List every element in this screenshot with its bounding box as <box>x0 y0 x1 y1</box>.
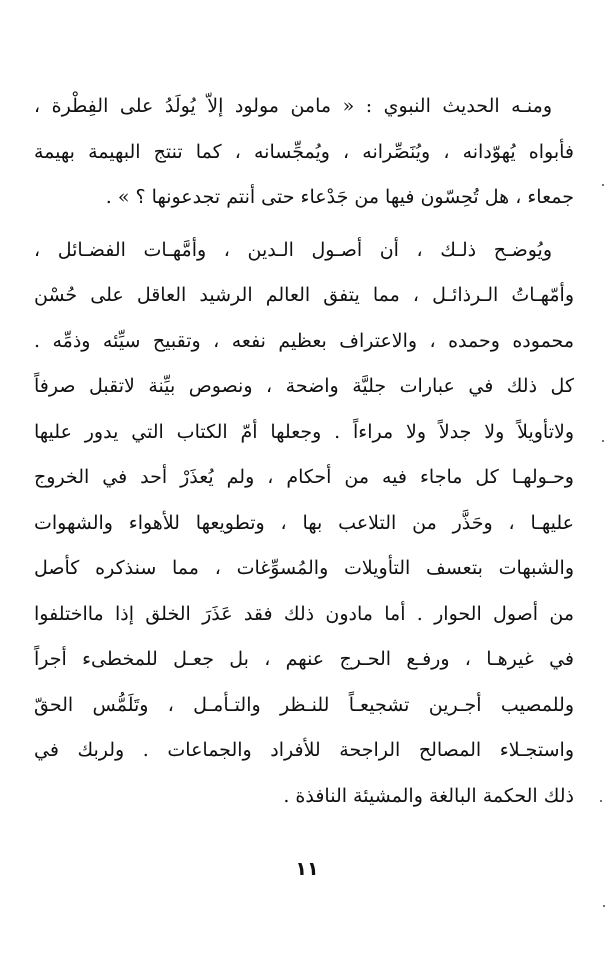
text-line: من أصول الحوار . أما مادون ذلك فقد عَذَرَ الخلق إذا مااختلفوا <box>34 602 574 625</box>
text-line: كل ذلك في عبارات جليَّة واضحة ، ونصوص بيِّنة لاتقبل صرفاً <box>34 375 574 397</box>
text-line: ولاتأويلاً ولا جدلاً ولا مراءاً . وجعلها أمّ الكتاب التي يدور عليها <box>34 420 574 443</box>
scan-speck <box>602 184 604 186</box>
text-line: وأمّهـاتُ الـرذائـل ، مما يتفق العالم الرشيد العاقل على حُسْن <box>34 284 574 306</box>
page-number: ١١ <box>295 858 319 880</box>
text-line: في غيرهـا ، ورفـع الحـرج عنهم ، بل جعـل للمخطىء أجراً <box>34 648 574 670</box>
text-line: ذلك الحكمة البالغة والمشيئة النافذة . <box>283 784 574 807</box>
text-line: محموده وحمده ، والاعتراف بعظيم نفعه ، وتقبيح سيِّئه وذمِّه . <box>34 329 574 352</box>
text-line: واستجـلاء المصالح الراجحة للأفراد والجماعات . ولربك في <box>34 739 574 761</box>
paragraph-2 <box>34 228 574 820</box>
text-line: جمعاء ، هل تُحِسّون فيها من جَدْعاء حتى أنتم تجدعونها ؟ » . <box>105 186 574 208</box>
text-line: ومنـه الحديث النبوي : « مامن مولود إلاّ يُولَدُ على الفِطْرة ، <box>34 95 552 117</box>
text-line: فأبواه يُهوّدانه ، ويُنَصِّرانه ، ويُمجِّسانه ، كما تنتج البهيمة بهيمة <box>34 140 574 163</box>
scan-speck <box>603 905 605 907</box>
paragraph-gap <box>34 221 574 228</box>
paragraph-1 <box>34 84 574 221</box>
text-line: عليهـا ، وحَذَّر من التلاعب بها ، وتطويعها للأهواء والشهوات <box>34 511 574 534</box>
text-line: ويُوضـح ذلـك ، أن أصـول الـدين ، وأمَّهـات الفضـائل ، <box>34 238 552 261</box>
scan-speck <box>602 440 604 442</box>
body-text <box>34 84 574 819</box>
text-line: والشبهات بتعسف التأويلات والمُسوِّغات ، مما سنذكره كأصل <box>34 557 574 579</box>
scan-speck <box>600 800 602 802</box>
text-line: وحـولهـا كل ماجاء فيه من أحكام ، ولم يُعذَرْ أحد في الخروج <box>34 466 574 488</box>
text-line: وللمصيب أجـرين تشجيعـاً للنـظر والتـأمـل ، وتَلَمُّس الحقّ <box>34 693 574 716</box>
